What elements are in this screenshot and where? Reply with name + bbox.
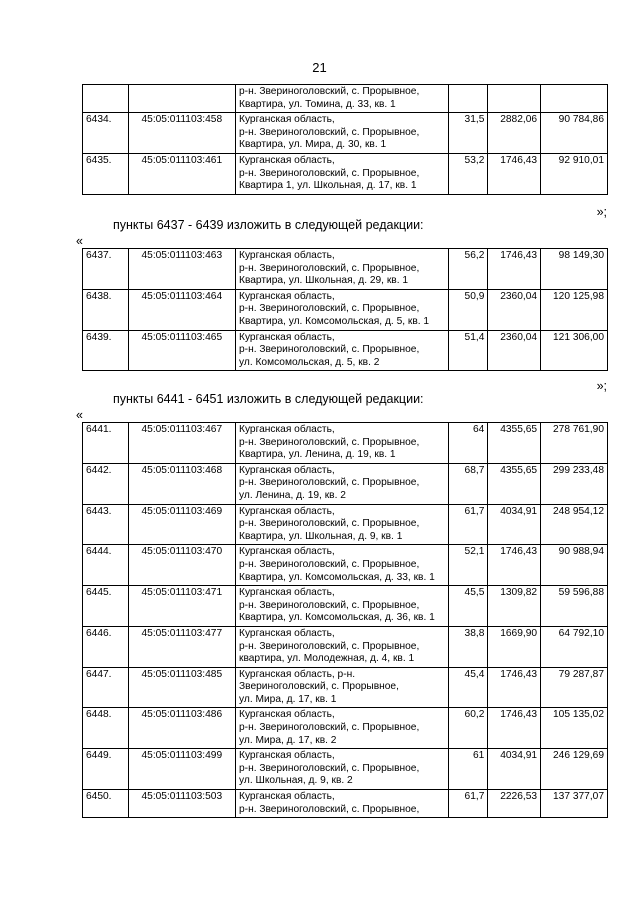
cadastral-number-cell: 45:05:011103:461: [128, 153, 235, 194]
closing-quote-1: »;: [596, 205, 607, 219]
table-row: [83, 113, 608, 154]
address-line: квартира, ул. Молодежная, д. 4, кв. 1: [239, 653, 415, 665]
cadastral-number-cell: 45:05:011103:468: [128, 463, 235, 504]
table-row: [83, 330, 608, 371]
registry-table-2: [82, 248, 608, 371]
address-line: Квартира 1, ул. Школьная, д. 17, кв. 1: [239, 180, 417, 192]
cadastral-number-cell: 45:05:011103:467: [128, 423, 235, 464]
address-line: Курганская область,: [239, 464, 335, 476]
unit-price-cell: 1746,43: [488, 545, 541, 586]
address-cell: [236, 790, 449, 818]
address-line: ул. Школьная, д. 9, кв. 2: [239, 775, 353, 787]
cadastral-number-cell: 45:05:011103:486: [128, 708, 235, 749]
row-number-cell: 6449.: [83, 749, 129, 790]
cadastral-cost-cell: 121 306,00: [541, 330, 608, 371]
row-number-cell: 6441.: [83, 423, 129, 464]
cadastral-number-cell: 45:05:011103:465: [128, 330, 235, 371]
address-cell: [236, 423, 449, 464]
unit-price-cell: 1746,43: [488, 667, 541, 708]
row-number-cell: 6450.: [83, 790, 129, 818]
address-line: р-н. Звериноголовский, с. Прорывное,: [239, 436, 420, 448]
cadastral-cost-cell: 98 149,30: [541, 249, 608, 290]
area-value-cell: 45,4: [448, 667, 488, 708]
address-line: Курганская область,: [239, 750, 335, 762]
area-value-cell: 68,7: [448, 463, 488, 504]
area-value-cell: 52,1: [448, 545, 488, 586]
cadastral-cost-cell: 90 988,94: [541, 545, 608, 586]
address-cell: [236, 330, 449, 371]
area-value-cell: 56,2: [448, 249, 488, 290]
address-cell: [236, 708, 449, 749]
cadastral-cost-cell: 59 596,88: [541, 586, 608, 627]
address-line: Курганская область,: [239, 709, 335, 721]
address-line: р-н. Звериноголовский, с. Прорывное,: [239, 126, 420, 138]
cadastral-cost-cell: 248 954,12: [541, 504, 608, 545]
address-line: Курганская область,: [239, 154, 335, 166]
address-line: Квартира, ул. Комсомольская, д. 36, кв. 1: [239, 612, 435, 624]
unit-price-cell: 2360,04: [488, 289, 541, 330]
address-line: Квартира, ул. Мира, д. 30, кв. 1: [239, 139, 387, 151]
cadastral-cost-cell: 120 125,98: [541, 289, 608, 330]
table-row: [83, 463, 608, 504]
address-line: Курганская область,: [239, 587, 335, 599]
address-line: Курганская область,: [239, 505, 335, 517]
area-value-cell: 61: [448, 749, 488, 790]
table-row: [83, 504, 608, 545]
unit-price-cell: 2226,53: [488, 790, 541, 818]
address-cell: [236, 667, 449, 708]
address-cell: [236, 586, 449, 627]
row-number-cell: 6446.: [83, 626, 129, 667]
address-line: ул. Ленина, д. 19, кв. 2: [239, 489, 346, 501]
cadastral-cost-cell: 92 910,01: [541, 153, 608, 194]
registry-table-1: [82, 84, 608, 195]
address-line: р-н. Звериноголовский, с. Прорывное,: [239, 518, 420, 530]
table-row: [83, 586, 608, 627]
address-line: р-н. Звериноголовский, с. Прорывное,: [239, 344, 420, 356]
unit-price-cell: 2360,04: [488, 330, 541, 371]
unit-price-cell: 2882,06: [488, 113, 541, 154]
cadastral-cost-cell: 137 377,07: [541, 790, 608, 818]
row-number-cell: 6435.: [83, 153, 129, 194]
address-line: р-н. Звериноголовский, с. Прорывное,: [239, 558, 420, 570]
row-number-cell: 6445.: [83, 586, 129, 627]
cadastral-number-cell: 45:05:011103:464: [128, 289, 235, 330]
cadastral-number-cell: [128, 85, 235, 113]
address-line: р-н. Звериноголовский, с. Прорывное,: [239, 86, 420, 97]
address-cell: [236, 249, 449, 290]
area-value-cell: 50,9: [448, 289, 488, 330]
unit-price-cell: 1746,43: [488, 708, 541, 749]
unit-price-cell: [488, 85, 541, 113]
address-line: Курганская область,: [239, 250, 335, 261]
address-line: Курганская область,: [239, 424, 335, 435]
opening-quote-2: «: [76, 408, 83, 422]
cadastral-number-cell: 45:05:011103:485: [128, 667, 235, 708]
address-line: р-н. Звериноголовский, с. Прорывное,: [239, 599, 420, 611]
cadastral-number-cell: 45:05:011103:469: [128, 504, 235, 545]
page-number: 21: [312, 60, 327, 75]
registry-table-3: [82, 422, 608, 818]
address-cell: [236, 749, 449, 790]
closing-quote-2: »;: [596, 379, 607, 393]
address-cell: [236, 545, 449, 586]
address-line: Звериноголовский, с. Прорывное,: [239, 681, 399, 693]
cadastral-number-cell: 45:05:011103:470: [128, 545, 235, 586]
address-line: ул. Мира, д. 17, кв. 1: [239, 693, 337, 705]
area-value-cell: 31,5: [448, 113, 488, 154]
cadastral-cost-cell: 90 784,86: [541, 113, 608, 154]
address-cell: [236, 289, 449, 330]
area-value-cell: 60,2: [448, 708, 488, 749]
area-value-cell: 61,7: [448, 504, 488, 545]
address-line: ул. Комсомольская, д. 5, кв. 2: [239, 356, 380, 368]
area-value-cell: 53,2: [448, 153, 488, 194]
address-line: р-н. Звериноголовский, с. Прорывное,: [239, 803, 420, 815]
address-line: Курганская область,: [239, 627, 335, 639]
cadastral-cost-cell: 246 129,69: [541, 749, 608, 790]
address-line: р-н. Звериноголовский, с. Прорывное,: [239, 477, 420, 489]
address-line: Квартира, ул. Комсомольская, д. 33, кв. 1: [239, 571, 435, 583]
row-number-cell: 6442.: [83, 463, 129, 504]
address-line: Курганская область,: [239, 331, 335, 343]
cadastral-cost-cell: [541, 85, 608, 113]
address-cell: [236, 113, 449, 154]
unit-price-cell: 4355,65: [488, 463, 541, 504]
unit-price-cell: 1746,43: [488, 153, 541, 194]
address-line: Квартира, ул. Школьная, д. 9, кв. 1: [239, 530, 403, 542]
cadastral-number-cell: 45:05:011103:477: [128, 626, 235, 667]
amendment-text-2: пункты 6441 - 6451 изложить в следующей редакции:: [113, 392, 424, 406]
table-row: [83, 545, 608, 586]
table-row: [83, 153, 608, 194]
table-row: [83, 249, 608, 290]
table-row: [83, 423, 608, 464]
address-line: Курганская область,: [239, 290, 335, 302]
table-row: [83, 790, 608, 818]
address-line: р-н. Звериноголовский, с. Прорывное,: [239, 640, 420, 652]
address-line: р-н. Звериноголовский, с. Прорывное,: [239, 262, 420, 274]
address-line: Курганская область,: [239, 791, 335, 803]
cadastral-cost-cell: 105 135,02: [541, 708, 608, 749]
address-line: р-н. Звериноголовский, с. Прорывное,: [239, 303, 420, 315]
table-row: [83, 749, 608, 790]
cadastral-number-cell: 45:05:011103:471: [128, 586, 235, 627]
unit-price-cell: 4034,91: [488, 504, 541, 545]
unit-price-cell: 1746,43: [488, 249, 541, 290]
row-number-cell: 6447.: [83, 667, 129, 708]
row-number-cell: 6444.: [83, 545, 129, 586]
area-value-cell: 61,7: [448, 790, 488, 818]
address-line: Курганская область,: [239, 114, 335, 126]
address-cell: [236, 504, 449, 545]
row-number-cell: 6448.: [83, 708, 129, 749]
row-number-cell: [83, 85, 129, 113]
address-line: ул. Мира, д. 17, кв. 2: [239, 734, 337, 746]
row-number-cell: 6437.: [83, 249, 129, 290]
address-line: Квартира, ул. Томина, д. 33, кв. 1: [239, 98, 396, 110]
unit-price-cell: 1669,90: [488, 626, 541, 667]
cadastral-cost-cell: 299 233,48: [541, 463, 608, 504]
row-number-cell: 6439.: [83, 330, 129, 371]
cadastral-number-cell: 45:05:011103:499: [128, 749, 235, 790]
cadastral-number-cell: 45:05:011103:503: [128, 790, 235, 818]
unit-price-cell: 4034,91: [488, 749, 541, 790]
address-line: р-н. Звериноголовский, с. Прорывное,: [239, 762, 420, 774]
unit-price-cell: 1309,82: [488, 586, 541, 627]
row-number-cell: 6438.: [83, 289, 129, 330]
table-row: [83, 85, 608, 113]
cadastral-cost-cell: 79 287,87: [541, 667, 608, 708]
address-cell: [236, 85, 449, 113]
amendment-text-1: пункты 6437 - 6439 изложить в следующей редакции:: [113, 218, 424, 232]
table-row: [83, 289, 608, 330]
address-cell: [236, 463, 449, 504]
unit-price-cell: 4355,65: [488, 423, 541, 464]
address-line: р-н. Звериноголовский, с. Прорывное,: [239, 722, 420, 734]
address-line: Курганская область, р-н.: [239, 668, 356, 680]
cadastral-cost-cell: 64 792,10: [541, 626, 608, 667]
address-line: Квартира, ул. Комсомольская, д. 5, кв. 1: [239, 315, 430, 327]
opening-quote-1: «: [76, 234, 83, 248]
area-value-cell: 45,5: [448, 586, 488, 627]
address-line: Курганская область,: [239, 546, 335, 558]
area-value-cell: [448, 85, 488, 113]
area-value-cell: 64: [448, 423, 488, 464]
table-row: [83, 667, 608, 708]
cadastral-number-cell: 45:05:011103:458: [128, 113, 235, 154]
address-line: р-н. Звериноголовский, с. Прорывное,: [239, 167, 420, 179]
address-cell: [236, 153, 449, 194]
area-value-cell: 38,8: [448, 626, 488, 667]
area-value-cell: 51,4: [448, 330, 488, 371]
cadastral-number-cell: 45:05:011103:463: [128, 249, 235, 290]
table-row: [83, 708, 608, 749]
address-cell: [236, 626, 449, 667]
row-number-cell: 6443.: [83, 504, 129, 545]
address-line: Квартира, ул. Школьная, д. 29, кв. 1: [239, 275, 409, 287]
row-number-cell: 6434.: [83, 113, 129, 154]
cadastral-cost-cell: 278 761,90: [541, 423, 608, 464]
address-line: Квартира, ул. Ленина, д. 19, кв. 1: [239, 449, 396, 461]
table-row: [83, 626, 608, 667]
